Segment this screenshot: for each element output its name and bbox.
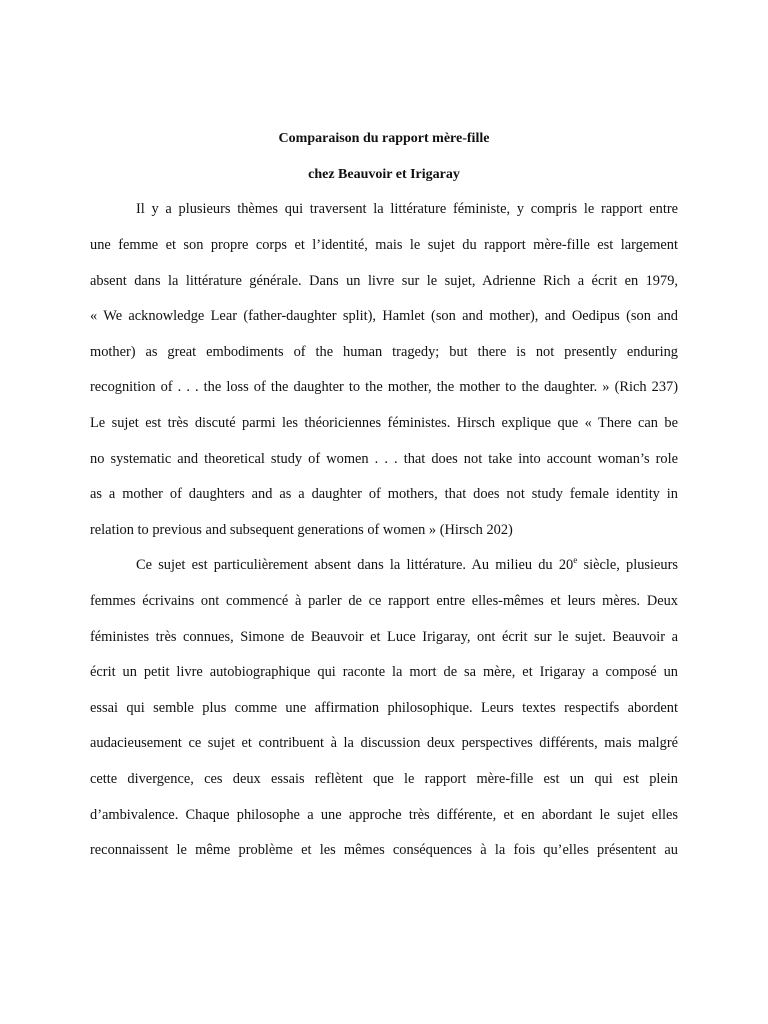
superscript: e [573, 555, 578, 566]
document-title-line-2: chez Beauvoir et Irigaray [308, 167, 460, 182]
paragraph-line: cette divergence, ces deux essais reflètent que le rapport mère-fille est un qui est plein [90, 771, 678, 787]
paragraph-line: absent dans la littérature générale. Dans un livre sur le sujet, Adrienne Rich a écrit en 1979, [90, 273, 678, 289]
paragraph-line: mother) as great embodiments of the human tragedy; but there is not presently enduring [90, 344, 678, 360]
paragraph-line: reconnaissent le même problème et les mêmes conséquences à la fois qu’elles présentent au [90, 842, 678, 858]
line-text: Ce sujet est particulièrement absent dans la littérature. Au milieu du 20 [136, 557, 574, 573]
paragraph-line: une femme et son propre corps et l’identité, mais le sujet du rapport mère-fille est largement [90, 237, 678, 253]
line-text-tail: siècle, plusieurs [577, 557, 679, 573]
paragraph-line: recognition of . . . the loss of the daughter to the mother, the mother to the daughter. » (Rich 237) [90, 379, 678, 395]
paragraph-line: féministes très connues, Simone de Beauvoir et Luce Irigaray, ont écrit sur le sujet. Beauvoir a [90, 629, 678, 645]
paragraph-line: Le sujet est très discuté parmi les théoriciennes féministes. Hirsch explique que « There can be [90, 415, 678, 431]
paragraph-line: d’ambivalence. Chaque philosophe a une approche très différente, et en abordant le sujet elles [90, 807, 678, 823]
paragraph-line: écrit un petit livre autobiographique qui raconte la mort de sa mère, et Irigaray a composé un [90, 664, 678, 680]
paragraph-line-with-superscript [136, 555, 678, 575]
paragraph-line: femmes écrivains ont commencé à parler de ce rapport entre elles-mêmes et leurs mères. Deux [90, 593, 678, 609]
paragraph-line: as a mother of daughters and as a daughter of mothers, that does not study female identity in [90, 486, 678, 502]
document-title-line-1: Comparaison du rapport mère-fille [278, 131, 490, 146]
paragraph-line: no systematic and theoretical study of women . . . that does not take into account woman’s role [90, 451, 678, 467]
paragraph-line: « We acknowledge Lear (father-daughter split), Hamlet (son and mother), and Oedipus (son and [90, 308, 678, 324]
paragraph-line: essai qui semble plus comme une affirmation philosophique. Leurs textes respectifs abordent [90, 700, 678, 716]
paragraph-line: relation to previous and subsequent generations of women » (Hirsch 202) [90, 522, 513, 538]
paragraph-line: Il y a plusieurs thèmes qui traversent la littérature féministe, y compris le rapport entre [136, 201, 678, 217]
paragraph-line: audacieusement ce sujet et contribuent à la discussion deux perspectives différents, mais malgré [90, 735, 678, 751]
